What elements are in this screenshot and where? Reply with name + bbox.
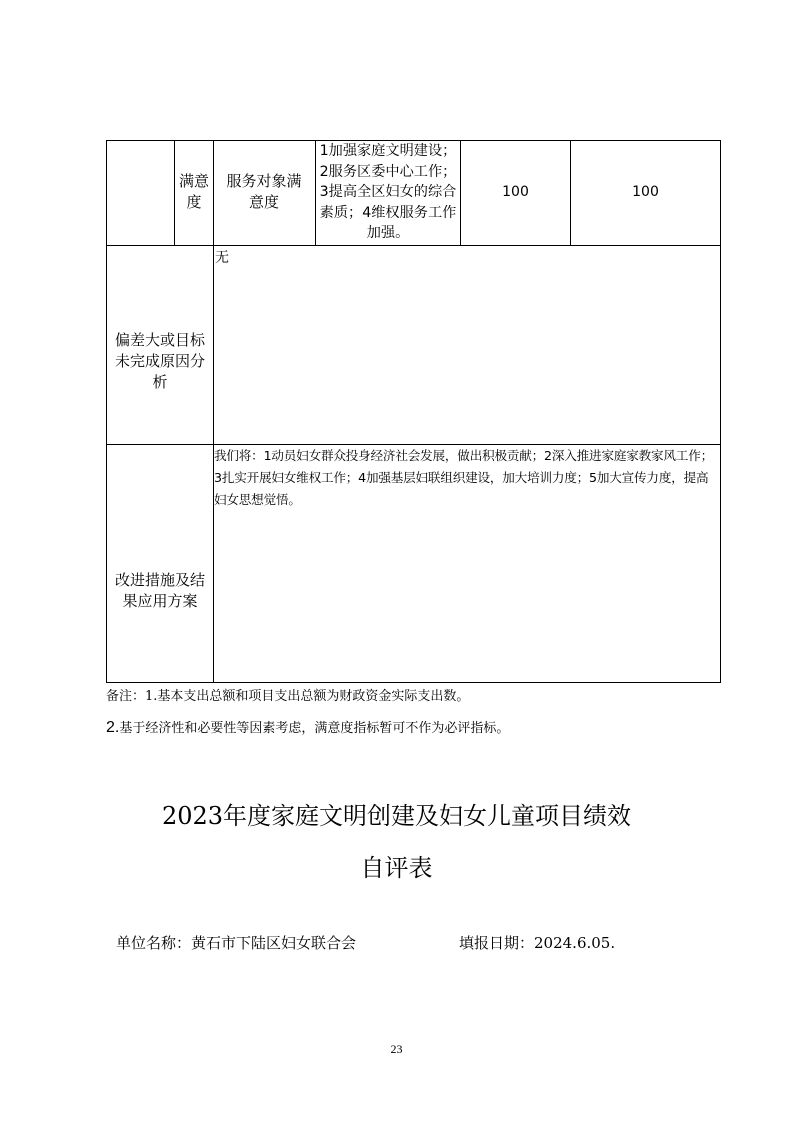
table-row-divider	[106, 245, 721, 246]
level2-indicator-cell: 满意度	[178, 172, 209, 211]
note-2-number: 2.	[106, 719, 120, 736]
table-column-divider	[174, 140, 175, 245]
improvement-label-cell: 改进措施及结果应用方案	[114, 571, 205, 610]
table-column-divider	[213, 140, 214, 683]
document-title-line-2: 自评表	[360, 854, 433, 882]
fill-date: 填报日期：2024.6.05.	[459, 934, 616, 952]
note-2	[106, 717, 509, 737]
page-number: 23	[390, 1042, 403, 1056]
document-title-line-1: 2023年度家庭文明创建及妇女儿童项目绩效	[161, 802, 632, 830]
indicator-content-cell: 1加强家庭文明建设；2服务区委中心工作；3提高全区妇女的综合素质；4维权服务工作加强。	[319, 143, 457, 241]
level3-indicator-cell: 服务对象满意度	[226, 172, 302, 211]
unit-name: 单位名称：黄石市下陆区妇女联合会	[116, 934, 357, 952]
note-2-text: 基于经济性和必要性等因素考虑，满意度指标暂可不作为必评指标。	[119, 721, 510, 736]
improvement-content-cell: 我们将：1动员妇女群众投身经济社会发展，做出积极贡献；2深入推进家庭家教家风工作；3扎实开展妇女维权工作；4加强基层妇联组织建设，加大培训力度；5加大宣传力度，提高妇女思想觉悟。	[214, 448, 713, 507]
deviation-content-cell: 无	[215, 250, 229, 266]
actual-value-cell: 100	[632, 184, 659, 200]
deviation-label-cell: 偏差大或目标未完成原因分析	[114, 331, 205, 391]
target-value-cell: 100	[502, 184, 529, 200]
note-1: 备注：1.基本支出总额和项目支出总额为财政资金实际支出数。	[106, 689, 470, 704]
